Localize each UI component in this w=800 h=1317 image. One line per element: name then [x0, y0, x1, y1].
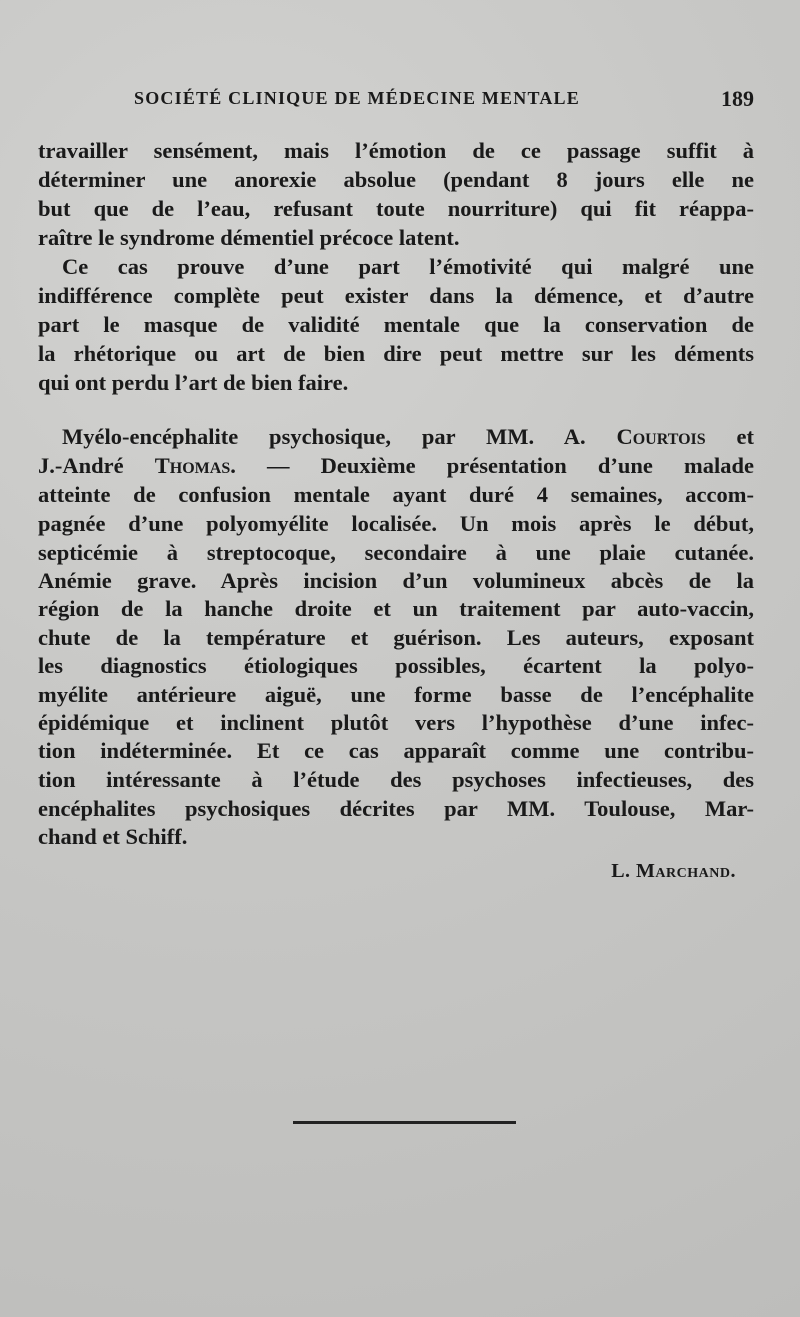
text-line: chute de la température et guérison. Les auteurs, exposant — [38, 625, 754, 650]
text-line: la rhétorique ou art de bien dire peut mettre sur les déments — [38, 341, 754, 366]
text-line: but que de l’eau, refusant toute nourriture) qui fit réappa- — [38, 196, 754, 221]
text-line: les diagnostics étiologiques possibles, écartent la polyo- — [38, 653, 754, 678]
text-line: déterminer une anorexie absolue (pendant 8 jours elle ne — [38, 167, 754, 192]
text-line: myélite antérieure aiguë, une forme basse de l’encéphalite — [38, 682, 754, 707]
text-line: tion intéressante à l’étude des psychoses infectieuses, des — [38, 767, 754, 792]
text-line: pagnée d’une polyomyélite localisée. Un mois après le début, — [38, 511, 754, 536]
text-line: septicémie à streptocoque, secondaire à une plaie cutanée. — [38, 540, 754, 565]
abstract-and: et — [736, 424, 755, 449]
page-number: 189 — [721, 86, 754, 111]
text-line: Anémie grave. Après incision d’un volumineux abcès de la — [38, 568, 754, 593]
text-line: atteinte de confusion mentale ayant duré 4 semaines, accom- — [38, 482, 754, 507]
abstract-heading-line — [62, 423, 754, 451]
text-line: part le masque de validité mentale que la conservation de — [38, 312, 754, 337]
text-line: encéphalites psychosiques décrites par MM. Toulouse, Mar- — [38, 796, 754, 821]
text-line: région de la hanche droite et un traitement par auto-vaccin, — [38, 596, 754, 621]
author-thomas: Thomas. — [154, 453, 236, 478]
text-line: travailler sensément, mais l’émotion de ce passage suffit à — [38, 138, 754, 163]
abstract-line2-rest: — Deuxième présentation d’une malade — [266, 453, 754, 478]
text-line: raître le syndrome démentiel précoce latent. — [38, 225, 460, 250]
abstract-by: par MM. A. — [421, 424, 586, 449]
text-line: épidémique et inclinent plutôt vers l’hypothèse d’une infec- — [38, 710, 754, 735]
author-courtois: Courtois — [616, 424, 706, 449]
author2-first: J.-André — [38, 453, 124, 478]
text-line: indifférence complète peut exister dans la démence, et d’autre — [38, 283, 754, 308]
running-head-title: SOCIÉTÉ CLINIQUE DE MÉDECINE MENTALE — [134, 88, 580, 108]
text-line: Ce cas prouve d’une part l’émotivité qui malgré une — [62, 254, 754, 279]
text-line: tion indéterminée. Et ce cas apparaît comme une contribu- — [38, 738, 754, 763]
text-line: qui ont perdu l’art de bien faire. — [38, 370, 349, 395]
signature: L. Marchand. — [611, 860, 736, 882]
text-line: chand et Schiff. — [38, 824, 188, 849]
abstract-author-line — [38, 452, 754, 480]
running-head — [38, 88, 754, 118]
end-rule — [293, 1121, 516, 1124]
abstract-title: Myélo-encéphalite psychosique, — [62, 424, 391, 449]
